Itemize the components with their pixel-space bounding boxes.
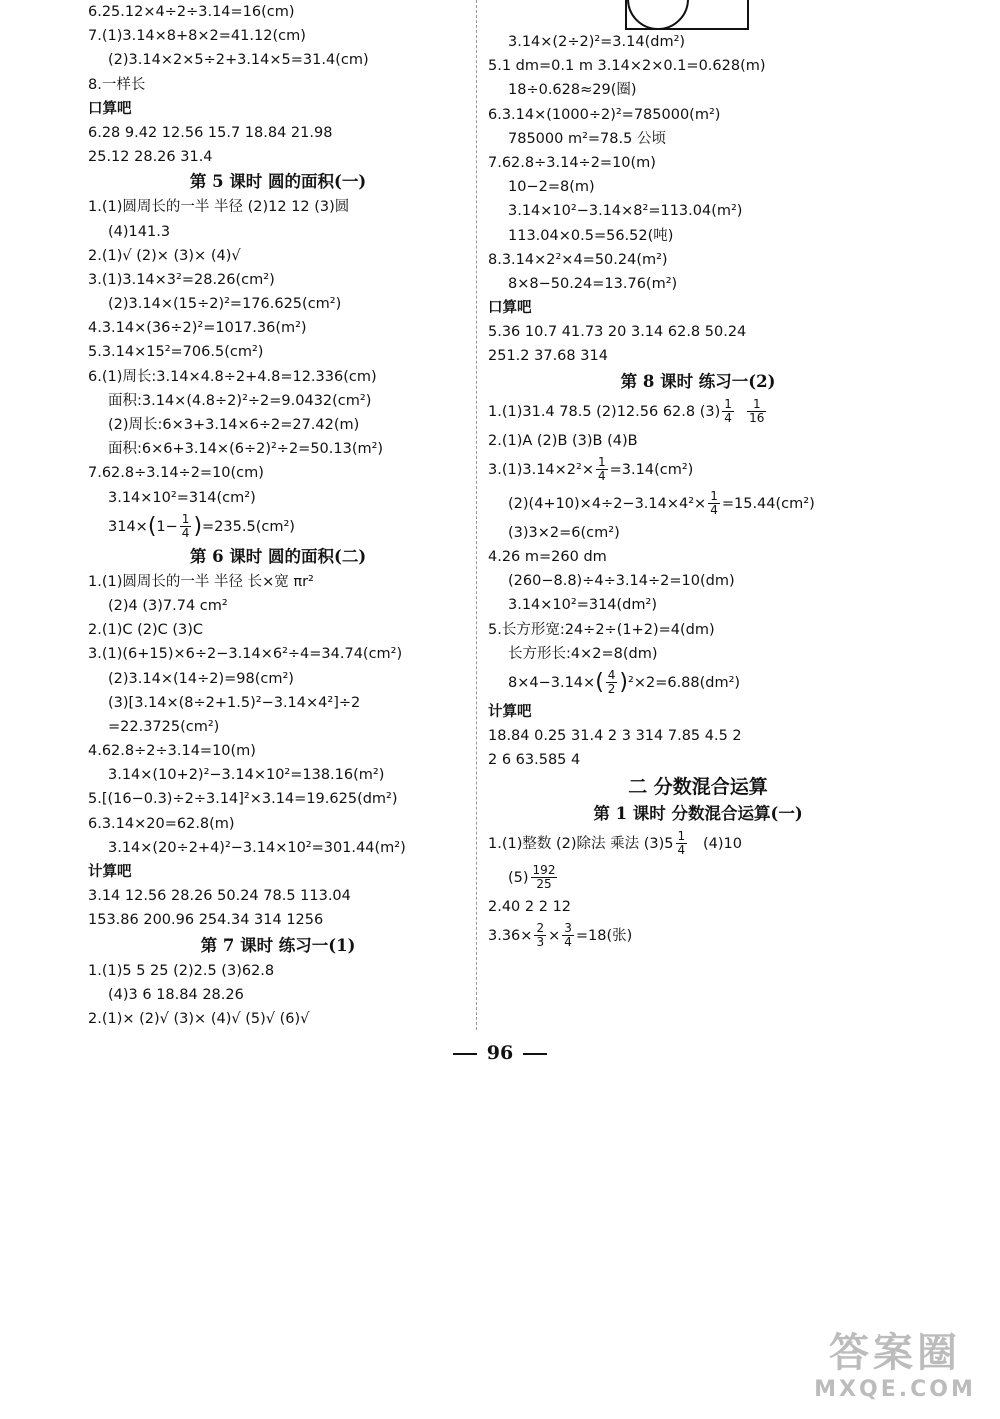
numerator: 2 xyxy=(536,921,545,936)
page-number-dash-right xyxy=(523,1053,547,1055)
answer-line-with-fraction xyxy=(488,487,908,521)
answer-line: 153.86 200.96 254.34 314 1256 xyxy=(88,912,324,929)
answer-line: 3.14×(2÷2)²=3.14(dm²) xyxy=(508,34,686,50)
answer-line: 面积:6×6+3.14×(6÷2)²÷2=50.13(m²) xyxy=(108,441,384,458)
answer-line: 1.(1)圆周长的一半 半径 长×宽 πr² xyxy=(88,573,314,590)
answer-line: 面积:3.14×(4.8÷2)²÷2=9.0432(cm²) xyxy=(108,392,372,409)
answer-line: 5.3.14×15²=706.5(cm²) xyxy=(88,344,264,361)
numerator: 1 xyxy=(710,489,718,504)
answer-line: 2.40 2 2 12 xyxy=(488,898,572,915)
numerator: 1 xyxy=(677,829,686,843)
watermark-text: 答案圈 xyxy=(829,1330,961,1376)
fraction xyxy=(562,922,574,949)
right-column xyxy=(488,30,908,953)
expr-part: 1.(1)整数 (2)除法 乘法 (3)5 xyxy=(488,835,674,852)
section-label-koushuan: 口算吧 xyxy=(488,300,532,317)
expr-part: (4)10 xyxy=(702,835,742,852)
denominator: 16 xyxy=(749,411,765,426)
answer-line: 3.14×10²−3.14×8²=113.04(m²) xyxy=(508,203,743,220)
answer-line: 113.04×0.5=56.52(吨) xyxy=(508,227,674,244)
answer-line: 1.(1)圆周长的一半 半径 (2)12 12 (3)圆 xyxy=(88,199,350,216)
answer-line: 7.62.8÷3.14÷2=10(m) xyxy=(488,154,656,171)
expr-part: (5) xyxy=(508,869,529,886)
paren-open: ( xyxy=(147,513,157,539)
expr-part: 3.(1)3.14×2²× xyxy=(488,461,594,478)
answer-line: 10−2=8(m) xyxy=(508,179,595,196)
answer-line: 18÷0.628≈29(圈) xyxy=(508,82,637,99)
lesson-heading: 第 5 课时 圆的面积(一) xyxy=(189,172,367,192)
answer-line-with-fraction: 3.36× $\frac{2}{3}$ × $\frac{3}{4}$ =18(张) xyxy=(488,921,633,950)
answer-line: 3.14×(10+2)²−3.14×10²=138.16(m²) xyxy=(108,767,385,784)
expr-part: ²×2=6.88(dm²) xyxy=(628,674,741,691)
answer-line: 3.14×(20÷2+4)²−3.14×10²=301.44(m²) xyxy=(108,839,406,856)
expr-part: =18(张) xyxy=(575,927,633,944)
denominator: 3 xyxy=(536,935,545,950)
expr-part: 8×4−3.14× xyxy=(508,674,596,691)
answer-line: 6.3.14×20=62.8(m) xyxy=(88,815,235,832)
column-divider xyxy=(476,0,477,1030)
answer-line: 5.1 dm=0.1 m 3.14×2×0.1=0.628(m) xyxy=(488,58,766,75)
answer-line: 3.14×10²=314(dm²) xyxy=(508,597,657,614)
paren-open: ( xyxy=(595,669,604,695)
answer-line: 4.62.8÷2÷3.14=10(m) xyxy=(88,743,256,760)
answer-line: (2)3.14×2×5÷2+3.14×5=31.4(cm) xyxy=(108,52,369,69)
denominator: 4 xyxy=(677,843,686,857)
page-number-text: 96 xyxy=(486,1042,514,1064)
answer-line: 3.(1)(6+15)×6÷2−3.14×6²÷4=34.74(cm²) xyxy=(88,646,403,663)
denominator: 2 xyxy=(607,682,616,697)
answer-line-with-fraction xyxy=(488,395,908,429)
unit-heading: 二 分数混合运算 xyxy=(628,775,768,798)
expr-part: =235.5(cm²) xyxy=(202,518,295,535)
answer-line: 4.3.14×(36÷2)²=1017.36(m²) xyxy=(88,320,307,337)
answer-line: 8×8−50.24=13.76(m²) xyxy=(508,275,678,292)
answer-line: 6.(1)周长:3.14×4.8÷2+4.8=12.336(cm) xyxy=(88,368,377,385)
answer-line-with-fraction xyxy=(488,453,908,487)
paren-close: ) xyxy=(193,513,203,539)
answer-line: (2)3.14×(15÷2)²=176.625(cm²) xyxy=(108,296,342,313)
answer-line: 长方形长:4×2=8(dm) xyxy=(508,645,658,662)
answer-line: (2)3.14×(14÷2)=98(cm²) xyxy=(108,670,294,687)
answer-line: 4.26 m=260 dm xyxy=(488,549,607,565)
fraction xyxy=(747,398,766,425)
paren-close: ) xyxy=(619,669,629,695)
answer-line: (4)141.3 xyxy=(108,223,171,240)
answer-line: 6.28 9.42 12.56 15.7 18.84 21.98 xyxy=(88,124,333,141)
answer-line: 7.62.8÷3.14÷2=10(cm) xyxy=(88,465,264,482)
fraction xyxy=(606,669,618,696)
answer-line-with-fraction: 314×(1− $\frac{1}{4}$ )=235.5(cm²) xyxy=(108,512,295,541)
numerator: 1 xyxy=(724,397,732,412)
answer-line: (3)3×2=6(cm²) xyxy=(508,524,620,541)
circle-arc xyxy=(627,0,689,30)
lesson-heading: 第 1 课时 分数混合运算(一) xyxy=(593,803,803,823)
fraction xyxy=(534,922,546,949)
denominator: 4 xyxy=(598,469,606,484)
answer-line: 18.84 0.25 31.4 2 3 314 7.85 4.5 2 xyxy=(488,728,742,745)
lesson-heading: 第 7 课时 练习一(1) xyxy=(200,935,356,955)
numerator: 3 xyxy=(564,921,572,936)
answer-line: 2.(1)√ (2)× (3)× (4)√ xyxy=(88,247,241,264)
fraction xyxy=(596,456,608,483)
answer-line: 1.(1)5 5 25 (2)2.5 (3)62.8 xyxy=(88,962,275,979)
answer-line: 5.[(16−0.3)÷2÷3.14]²×3.14=19.625(dm²) xyxy=(88,791,398,808)
answer-line: (4)3 6 18.84 28.26 xyxy=(108,986,244,1003)
section-label-koushuan: 口算吧 xyxy=(88,100,132,117)
left-column xyxy=(88,0,468,1031)
page-number-dash-left xyxy=(453,1053,477,1055)
answer-line: 785000 m²=78.5 公顷 xyxy=(508,130,666,147)
numerator: 192 xyxy=(532,863,556,877)
fraction xyxy=(676,830,688,857)
expr-part: 3.36× xyxy=(488,927,533,944)
fraction xyxy=(531,864,558,891)
expr-part: 314× xyxy=(108,518,148,535)
numerator: 1 xyxy=(747,398,766,412)
answer-line: 2.(1)× (2)√ (3)× (4)√ (5)√ (6)√ xyxy=(88,1010,310,1027)
answer-line: (2)周长:6×3+3.14×6÷2=27.42(m) xyxy=(108,417,360,433)
answer-line: 8.3.14×2²×4=50.24(m²) xyxy=(488,251,668,268)
lesson-heading: 第 8 课时 练习一(2) xyxy=(620,371,776,391)
answer-line: 251.2 37.68 314 xyxy=(488,348,608,365)
answer-line: 5.36 10.7 41.73 20 3.14 62.8 50.24 xyxy=(488,324,747,341)
denominator: 4 xyxy=(564,935,572,950)
answer-line: (2)4 (3)7.74 cm² xyxy=(108,597,228,614)
fraction xyxy=(722,398,734,425)
expr-part: (2)(4+10)×4÷2−3.14×4²× xyxy=(508,495,707,512)
fraction xyxy=(708,490,720,517)
answer-line: =22.3725(cm²) xyxy=(108,718,220,735)
page-number xyxy=(0,1042,1000,1064)
answer-line: 2.(1)A (2)B (3)B (4)B xyxy=(488,432,638,449)
watermark-url: MXQE.COM xyxy=(814,1377,976,1402)
answer-line: 2 6 63.585 4 xyxy=(488,752,581,769)
answer-line: 25.12 28.26 31.4 xyxy=(88,149,213,166)
answer-line: 3.14 12.56 28.26 50.24 78.5 113.04 xyxy=(88,888,351,905)
denominator: 4 xyxy=(710,503,718,518)
expr-part: 1.(1)31.4 78.5 (2)12.56 62.8 (3) xyxy=(488,403,721,420)
fraction xyxy=(180,513,192,540)
answer-line: 6.3.14×(1000÷2)²=785000(m²) xyxy=(488,106,721,123)
section-label-jisuan: 计算吧 xyxy=(88,864,132,880)
answer-line: 5.长方形宽:24÷2÷(1+2)=4(dm) xyxy=(488,621,715,638)
denominator: 4 xyxy=(181,526,190,541)
answer-line-with-fraction xyxy=(488,861,908,895)
lesson-heading: 第 6 课时 圆的面积(二) xyxy=(189,546,367,566)
watermark-logo xyxy=(800,1330,990,1412)
answer-line: (3)[3.14×(8÷2+1.5)²−3.14×4²]÷2 xyxy=(108,694,361,711)
answer-line: 6.25.12×4÷2÷3.14=16(cm) xyxy=(88,4,295,20)
answer-line-with-fraction xyxy=(488,827,908,861)
expr-part: =15.44(cm²) xyxy=(721,495,815,512)
answer-line: 8.一样长 xyxy=(88,76,146,93)
answer-line: 2.(1)C (2)C (3)C xyxy=(88,622,204,639)
answer-line: 3.(1)3.14×3²=28.26(cm²) xyxy=(88,271,275,288)
answer-line: (260−8.8)÷4÷3.14÷2=10(dm) xyxy=(508,573,735,590)
numerator: 4 xyxy=(607,668,616,683)
numerator: 1 xyxy=(598,455,606,470)
answer-line: 3.14×10²=314(cm²) xyxy=(108,489,256,506)
answer-line-with-fraction xyxy=(488,666,908,700)
denominator: 25 xyxy=(536,877,552,891)
numerator: 1 xyxy=(181,512,190,527)
denominator: 4 xyxy=(724,411,732,426)
expr-part: =3.14(cm²) xyxy=(609,461,694,478)
answer-line: 7.(1)3.14×8+8×2=41.12(cm) xyxy=(88,28,306,45)
section-label-jisuan: 计算吧 xyxy=(488,703,532,720)
circle-in-rectangle-figure xyxy=(625,0,749,30)
